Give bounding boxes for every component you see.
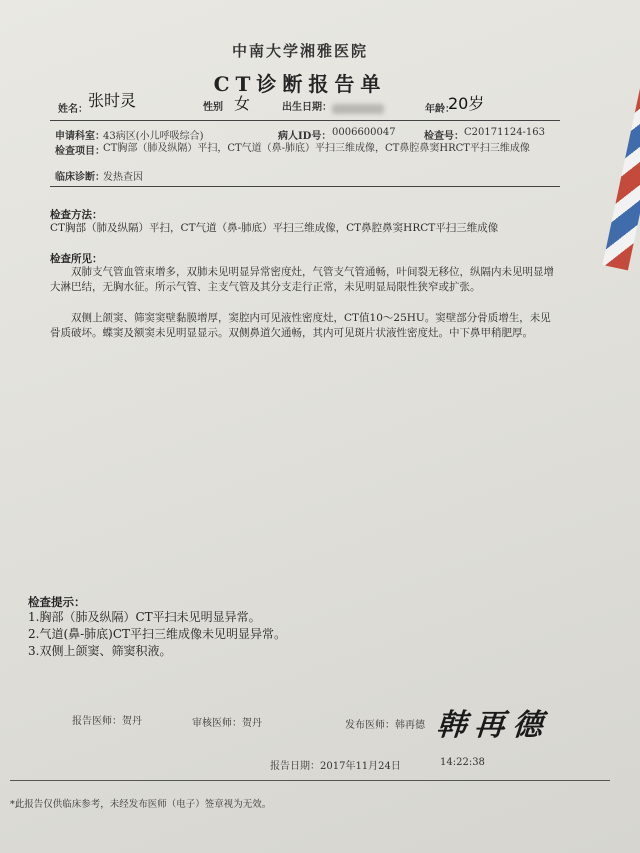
clinical-value: 发热查因: [103, 172, 143, 183]
dob-label: 出生日期：: [282, 102, 332, 113]
divider-mid: [50, 186, 560, 187]
name-label: 姓名：: [58, 104, 88, 115]
method-text: CT胸部（肺及纵隔）平扫，CT气道（鼻-肺底）平扫三维成像，CT鼻腔鼻窦HRCT平扫三维成像: [50, 222, 499, 234]
pid-label: 病人ID号：: [278, 131, 332, 142]
age-label: 年龄：: [425, 104, 455, 115]
divider-top: [50, 120, 560, 121]
hospital-name: 中南大学湘雅医院: [231, 42, 368, 60]
dept-label: 申请科室：: [55, 131, 105, 142]
patient-sex: 女: [234, 94, 251, 113]
clinical-label: 临床诊断：: [55, 172, 105, 183]
pid-value: 0006600047: [332, 127, 396, 138]
findings-paragraph-1: 双肺支气管血管束增多，双肺未见明显异常密度灶，气管支气管通畅，叶间裂无移位，纵隔内未见明显增大淋巴结，无胸水征。所示气管、主支气管及其分支走行正常，未见明显局限性狭窄或扩张。: [50, 266, 554, 293]
patient-age: 20岁: [448, 94, 485, 113]
envelope-stripe: [602, 60, 640, 271]
exam-no-value: C20171124-163: [464, 127, 546, 138]
impression-item-3: 3.双侧上颌窦、筛窦积液。: [28, 644, 172, 658]
report-title: CT诊断报告单: [213, 72, 387, 96]
dob-redacted: [332, 98, 384, 117]
handwritten-signature: 韩再德: [433, 708, 559, 743]
divider-footer: [10, 780, 610, 781]
report-date: 报告日期：2017年11月24日: [270, 761, 401, 772]
impression-item-1: 1.胸部（肺及纵隔）CT平扫未见明显异常。: [28, 610, 261, 624]
dept-value: 43病区(小儿呼吸综合): [103, 131, 204, 142]
impression-label: 检查提示：: [28, 595, 86, 609]
reporter: 报告医师：贺丹: [72, 716, 142, 727]
item-value: CT胸部（肺及纵隔）平扫，CT气道（鼻-肺底）平扫三维成像，CT鼻腔鼻窦HRCT平扫三维成像: [103, 143, 530, 154]
item-label: 检查项目：: [55, 146, 105, 157]
findings-label: 检查所见：: [50, 253, 103, 265]
publisher: 发布医师：韩再德: [345, 720, 425, 731]
patient-name: 张时灵: [88, 91, 137, 110]
findings-paragraph-2: 双侧上颌窦、筛窦窦壁黏膜增厚，窦腔内可见液性密度灶，CT值10～25HU。窦壁部分骨质增生，未见骨质破坏。蝶窦及额窦未见明显显示。双侧鼻道欠通畅，其内可见斑片状液性密度灶。中下鼻甲稍肥厚。: [50, 312, 551, 339]
footer-note: *此报告仅供临床参考，未经发布医师（电子）签章视为无效。: [10, 799, 272, 810]
reviewer: 审核医师：贺丹: [192, 718, 262, 729]
exam-no-label: 检查号：: [424, 131, 464, 142]
method-label: 检查方法：: [50, 209, 103, 221]
report-time: 14:22:38: [440, 757, 485, 768]
sex-label: 性别: [203, 102, 223, 113]
impression-item-2: 2.气道(鼻-肺底)CT平扫三维成像未见明显异常。: [28, 627, 287, 641]
